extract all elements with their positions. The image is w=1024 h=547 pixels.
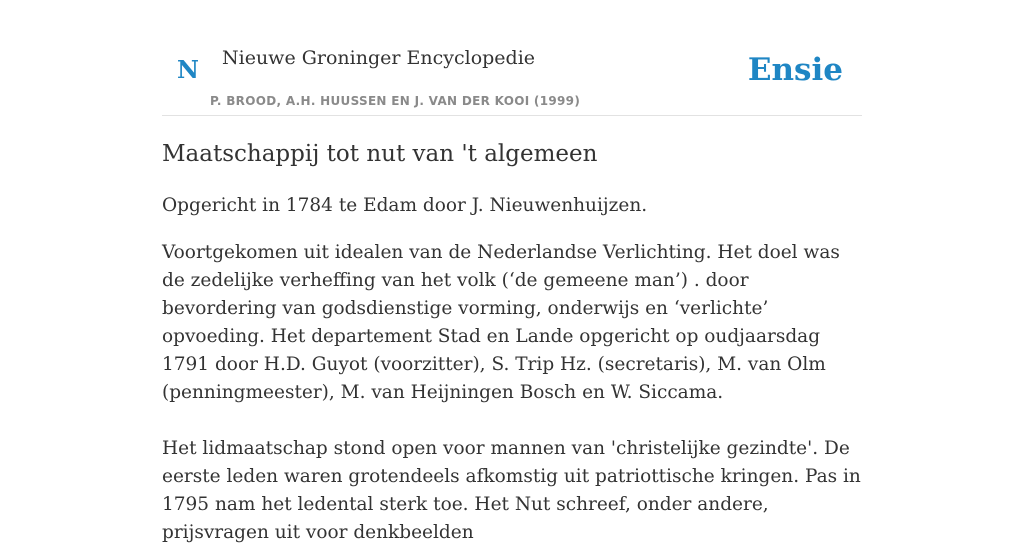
- entry-paragraph: Voortgekomen uit idealen van de Nederlandse Verlichting. Het doel was de zedelijke verheffing van het volk (‘de gemeene man’) . door bevordering van godsdienstige vorming, onderwijs en ‘verlichte’ opvoeding. Het departement Stad en Lande opgericht op oudjaarsdag 1791 door H.D. Guyot (voorzitter), S. Trip Hz. (secretaris), M. van Olm (penningmeester), M. van Heijningen Bosch en W. Siccama.: [162, 242, 840, 403]
- book-title[interactable]: Nieuwe Groninger Encyclopedie: [222, 47, 536, 69]
- entry-paragraph: Opgericht in 1784 te Edam door J. Nieuwenhuijzen.: [162, 195, 648, 216]
- book-letter-icon[interactable]: N: [177, 55, 199, 84]
- entry-title: Maatschappij tot nut van 't algemeen: [162, 141, 598, 167]
- article-container: [162, 0, 862, 543]
- entry-paragraph: Het lidmaatschap stond open voor mannen van 'christelijke gezindte'. De eerste leden waren grotendeels afkomstig uit patriottische kringen. Pas in 1795 nam het ledental sterk toe. Het Nut schreef, onder andere, prijsvragen uit voor denkbeelden: [162, 438, 861, 543]
- ensie-logo[interactable]: Ensie: [747, 52, 843, 88]
- page-header: [162, 0, 862, 116]
- book-authors: P. BROOD, A.H. HUUSSEN EN J. VAN DER KOOI (1999): [210, 94, 581, 108]
